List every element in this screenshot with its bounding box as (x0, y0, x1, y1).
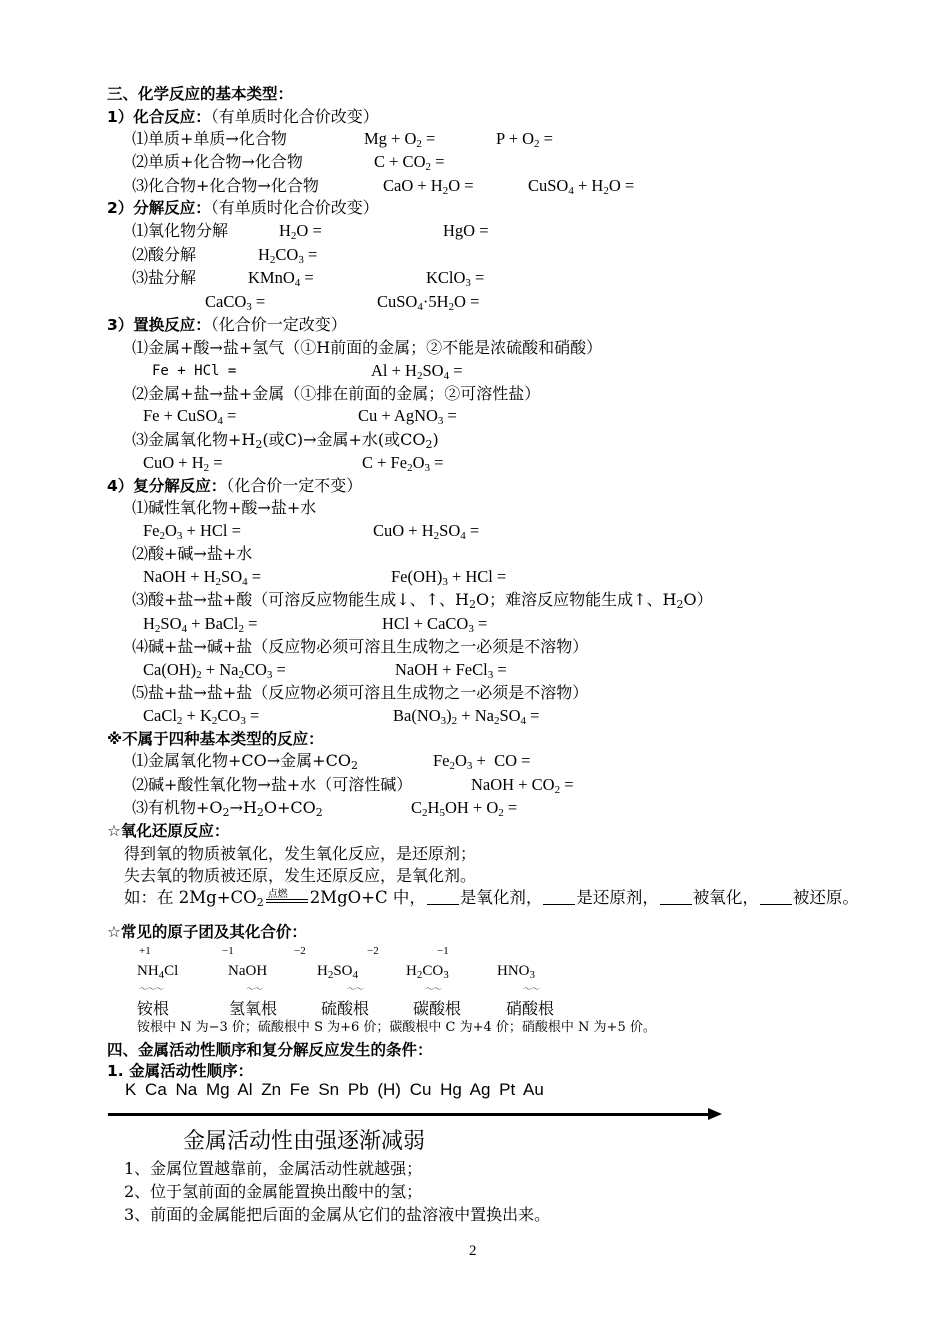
redox-2: 失去氧的物质被还原，发生还原反应，是氧化剂。 (124, 866, 477, 885)
eq-bano3-na2so4: $Ba(NO_3)_2 + Na_2SO_4$ = (393, 706, 540, 727)
displacement-3: ⑶金属氧化物$+H_2$(或C)→金属+水(或$CO_2$) (132, 430, 439, 451)
eq-h2so4-bacl2: $H_2SO_4$ + BaCl$_2$ = (143, 614, 258, 635)
eq-cuso4-5h2o: $CuSO_4\cdot 5H_2O$ = (377, 292, 480, 313)
double-2: ⑵酸+碱→盐+水 (132, 544, 253, 563)
section-3-title: 三、化学反应的基本类型： (107, 85, 294, 103)
heading-combination: 1）化合反应：（有单质时化合价改变） (107, 107, 379, 126)
eq-c-fe2o3: $C + Fe_2O_3$ = (362, 453, 444, 474)
condition-mark: 点燃 (264, 888, 310, 908)
rule-2: 2、位于氢前面的金属能置换出酸中的氢； (124, 1182, 423, 1201)
redox-1: 得到氧的物质被氧化，发生氧化反应，是还原剂； (124, 844, 477, 863)
rule-3: 3、前面的金属能把后面的金属从它们的盐溶液中置换出来。 (124, 1205, 551, 1224)
heading-other-reactions: ※不属于四种基本类型的反应： (107, 730, 324, 748)
eq-cacl2-k2co3: CaCl$_2$ + $K_2CO_3$ = (143, 706, 260, 727)
eq-al-h2so4: $Al + H_2SO_4$ = (371, 361, 463, 382)
combination-3: ⑶化合物+化合物→化合物 (132, 176, 319, 195)
answer-blank[interactable] (427, 890, 459, 905)
eq-fe-hcl: Fe + HCl = (152, 363, 237, 379)
other-2: ⑵碱+酸性氧化物→盐+水（可溶性碱） (132, 775, 413, 794)
eq-cuo-h2: CuO + $H_2$ = (143, 453, 223, 474)
eq-caoh2-na2co3: $Ca(OH)_2 + Na_2CO_3$ = (143, 660, 286, 681)
redox-question: 如：在 $2Mg+CO_2$ 点燃 2MgO+C 中， 是氧化剂， 是还原剂， 被氧化， 被还原。 (124, 888, 859, 909)
heading-redox: ☆氧化还原反应： (107, 822, 230, 840)
name-sulfate: 硫酸根 (321, 999, 370, 1018)
eq-naoh-co2: NaOH + $CO_2$ = (471, 775, 574, 796)
eq-h2co3: $H_2CO_3$ = (258, 245, 318, 266)
eq-cao-h2o: CaO + $H_2O$ = (383, 176, 474, 197)
displacement-2: ⑵金属+盐→盐+金属（①排在前面的金属；②可溶性盐） (132, 384, 541, 403)
eq-kmno4: KMnO$_4$ = (248, 268, 314, 289)
activity-arrow (108, 1113, 712, 1116)
other-3: ⑶有机物$+O_2\to H_2O+CO_2$ (132, 798, 323, 819)
heading-displacement: 3）置换反应：（化合价一定改变） (107, 315, 347, 334)
valence-carbonate: −2 (367, 945, 379, 957)
formula-h2so4: $H_2SO_4$ (317, 963, 359, 981)
eq-fe-cuso4: Fe + CuSO$_4$ = (143, 406, 237, 427)
other-1: ⑴金属氧化物+CO→金属$+CO_2$ (132, 751, 358, 772)
wavy-underline: ～～ (425, 985, 442, 995)
heading-double-displacement: 4）复分解反应：（化合价一定不变） (107, 476, 363, 495)
decomposition-2: ⑵酸分解 (132, 245, 197, 264)
valence-sulfate: −2 (294, 945, 306, 957)
eq-naoh-fecl3: NaOH + FeCl$_3$ = (395, 660, 507, 681)
decomposition-3: ⑶盐分解 (132, 268, 197, 287)
decomposition-1: ⑴氧化物分解 (132, 221, 229, 240)
wavy-underline: ～～ (246, 985, 263, 995)
eq-c2h5oh-o2: $C_2H_5OH + O_2$ = (411, 798, 518, 819)
name-hydroxide: 氢氧根 (229, 999, 278, 1018)
formula-nh4cl: $NH_4Cl$ (137, 963, 179, 981)
wavy-underline: ～～～ (139, 985, 164, 995)
eq-cuo-h2so4: CuO + $H_2SO_4$ = (373, 521, 480, 542)
eq-kclo3: KClO$_3$ = (426, 268, 485, 289)
double-3: ⑶酸+盐→盐+酸（可溶反应物能生成↓、↑、$H_2O$；难溶反应物能生成↑、$H_2O$） (132, 590, 713, 611)
rule-1: 1、金属位置越靠前，金属活动性就越强； (124, 1159, 423, 1178)
valence-nitrate: −1 (437, 945, 449, 957)
eq-hcl-caco3: HCl + CaCO$_3$ = (382, 614, 488, 635)
double-5: ⑸盐+盐→盐+盐（反应物必须可溶且生成物之一必须是不溶物） (132, 683, 589, 702)
section-4-title: 四、金属活动性顺序和复分解反应发生的条件： (107, 1041, 433, 1059)
displacement-1: ⑴金属+酸→盐+氢气（①H前面的金属；②不能是浓硫酸和硝酸） (132, 338, 603, 357)
wavy-underline: ～～ (523, 985, 540, 995)
answer-blank[interactable] (543, 890, 575, 905)
answer-blank[interactable] (660, 890, 692, 905)
radical-valence-note: 铵根中 N 为−3 价；硫酸根中 S 为+6 价；碳酸根中 C 为+4 价；硝酸根中 N 为+5 价。 (137, 1020, 656, 1035)
heading-radicals: ☆常见的原子团及其化合价： (107, 923, 307, 941)
metal-activity-series: K Ca Na Mg Al Zn Fe Sn Pb (H) Cu Hg Ag Pt Au (125, 1080, 544, 1099)
eq-feoh3-hcl: $Fe(OH)_3$ + HCl = (391, 567, 507, 588)
eq-hgo: HgO = (443, 221, 489, 240)
arrow-head-icon (708, 1108, 722, 1120)
combination-2: ⑵单质+化合物→化合物 (132, 152, 303, 171)
formula-h2co3: $H_2CO_3$ (406, 963, 449, 981)
activity-series-heading: 1. 金属活动性顺序： (107, 1062, 254, 1080)
formula-hno3: $HNO_3$ (497, 963, 535, 981)
eq-h2o: $H_2O$ = (279, 221, 322, 242)
eq-cu-agno3: Cu + AgNO$_3$ = (358, 406, 457, 427)
heading-decomposition: 2）分解反应：（有单质时化合价改变） (107, 198, 379, 217)
eq-naoh-h2so4: NaOH + $H_2SO_4$ = (143, 567, 262, 588)
double-4: ⑷碱+盐→碱+盐（反应物必须可溶且生成物之一必须是不溶物） (132, 637, 589, 656)
combination-1: ⑴单质+单质→化合物 (132, 129, 287, 148)
eq-caco3: CaCO$_3$ = (205, 292, 266, 313)
eq-mg-o2: $Mg + O_2$ = (364, 129, 436, 150)
eq-c-co2: $C + CO_2$ = (374, 152, 445, 173)
activity-trend-label: 金属活动性由强逐渐减弱 (183, 1129, 426, 1154)
name-ammonium: 铵根 (137, 999, 170, 1018)
wavy-underline: ～～ (347, 985, 364, 995)
formula-naoh: NaOH (228, 963, 268, 979)
eq-fe2o3-hcl: $Fe_2O_3$ + HCl = (143, 521, 241, 542)
eq-fe2o3-co: $Fe_2O_3$ + CO = (433, 751, 531, 772)
eq-cuso4-h2o: CuSO$_4$ + $H_2O$ = (528, 176, 635, 197)
answer-blank[interactable] (760, 890, 792, 905)
double-1: ⑴碱性氧化物+酸→盐+水 (132, 498, 317, 517)
valence-ammonium: +1 (139, 945, 151, 957)
page-number: 2 (469, 1243, 477, 1259)
eq-p-o2: $P + O_2$ = (496, 129, 553, 150)
name-nitrate: 硝酸根 (506, 999, 555, 1018)
name-carbonate: 碳酸根 (413, 999, 462, 1018)
valence-hydroxide: −1 (222, 945, 234, 957)
